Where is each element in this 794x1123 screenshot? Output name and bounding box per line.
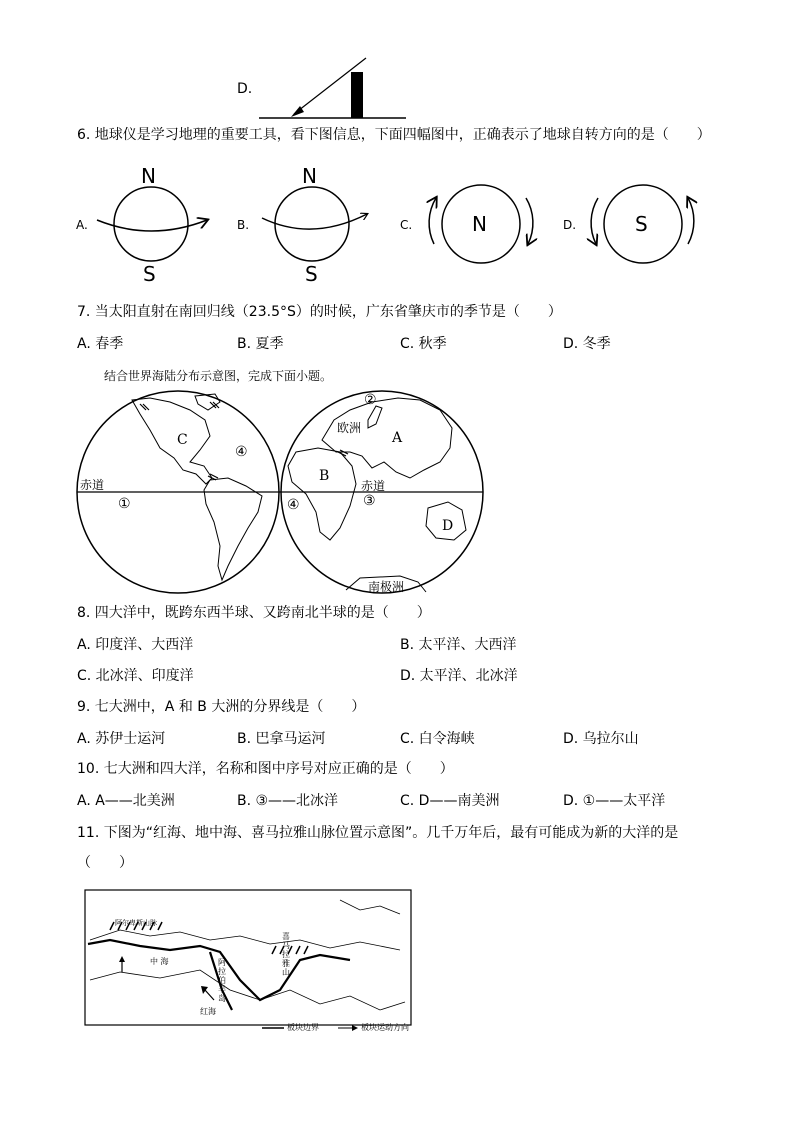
q10-option-d: D. ①——太平洋 [563, 793, 666, 809]
red-sea-label: 红海 [200, 1007, 216, 1016]
question-11-stem: 11. 下图为“红海、地中海、喜马拉雅山脉位置示意图”。几千万年后，最有可能成为新的大洋的是 [77, 825, 679, 841]
q6-a-north-label: N [141, 164, 156, 188]
q6-option-a-letter: A. [76, 218, 88, 232]
legend-direction-label: 板块运动方向 [361, 1023, 409, 1032]
question-6-stem: 6. 地球仪是学习地理的重要工具，看下图信息，下面四幅图中，正确表示了地球自转方向的是（ ） [77, 127, 711, 143]
antarctica-label: 南极洲 [368, 580, 405, 594]
q8-option-c: C. 北冰洋、印度洋 [77, 668, 194, 684]
q6-d-center-label: S [635, 212, 648, 236]
alps-label: 阿尔卑斯山脉 [115, 919, 157, 927]
ocean-3-label: ③ [363, 493, 376, 509]
equator-label-west: 赤道 [80, 478, 105, 492]
legend-boundary-label: 板块边界 [287, 1023, 319, 1032]
q7-option-a: A. 春季 [77, 336, 124, 352]
continent-a-label: A [392, 430, 403, 446]
q8-option-d: D. 太平洋、北冰洋 [400, 668, 518, 684]
q9-option-d: D. 乌拉尔山 [563, 731, 639, 747]
question-8-stem: 8. 四大洋中，既跨东西半球、又跨南北半球的是（ ） [77, 605, 431, 621]
continent-c-label: C [177, 432, 188, 448]
mediterranean-label: 中 海 [150, 957, 169, 966]
question-9-stem: 9. 七大洲中，A 和 B 大洲的分界线是（ ） [77, 699, 366, 715]
himalaya-label: 喜马拉雅山 [282, 932, 290, 977]
q8-option-b: B. 太平洋、大西洋 [400, 637, 517, 653]
continent-b-label: B [319, 468, 330, 484]
q9-option-c: C. 白令海峡 [400, 731, 475, 747]
q8-option-a: A. 印度洋、大西洋 [77, 637, 194, 653]
q6-c-center-label: N [472, 212, 487, 236]
question-11-paren: （ ） [77, 855, 133, 871]
question-7-stem: 7. 当太阳直射在南回归线（23.5°S）的时候，广东省肇庆市的季节是（ ） [77, 304, 562, 320]
europe-label: 欧洲 [337, 421, 362, 435]
option-letter: D. [237, 81, 253, 97]
q10-option-b: B. ③——北冰洋 [237, 793, 339, 809]
q10-option-a: A. A——北美洲 [77, 793, 175, 809]
q6-b-south-label: S [305, 262, 318, 286]
map-intro: 结合世界海陆分布示意图，完成下面小题。 [104, 369, 333, 383]
continent-d-label: D [442, 518, 454, 534]
question-10-stem: 10. 七大洲和四大洋，名称和图中序号对应正确的是（ ） [77, 761, 454, 777]
q6-option-d-letter: D. [563, 218, 577, 232]
q9-option-a: A. 苏伊士运河 [77, 731, 166, 747]
q9-option-b: B. 巴拿马运河 [237, 731, 326, 747]
q7-option-d: D. 冬季 [563, 336, 611, 352]
q7-option-b: B. 夏季 [237, 336, 284, 352]
q6-a-south-label: S [143, 262, 156, 286]
q6-b-north-label: N [302, 164, 317, 188]
q7-option-c: C. 秋季 [400, 336, 447, 352]
q10-option-c: C. D——南美洲 [400, 793, 500, 809]
arabia-label: 阿拉伯半岛 [218, 958, 226, 1003]
ocean-4-label-east: ④ [287, 497, 300, 513]
q6-option-b-letter: B. [237, 218, 250, 232]
ocean-4-label-west: ④ [235, 444, 248, 460]
ocean-1-label: ① [118, 496, 131, 512]
equator-label-east: 赤道 [361, 479, 386, 493]
q6-option-c-letter: C. [400, 218, 413, 232]
ocean-2-label: ② [364, 392, 377, 408]
